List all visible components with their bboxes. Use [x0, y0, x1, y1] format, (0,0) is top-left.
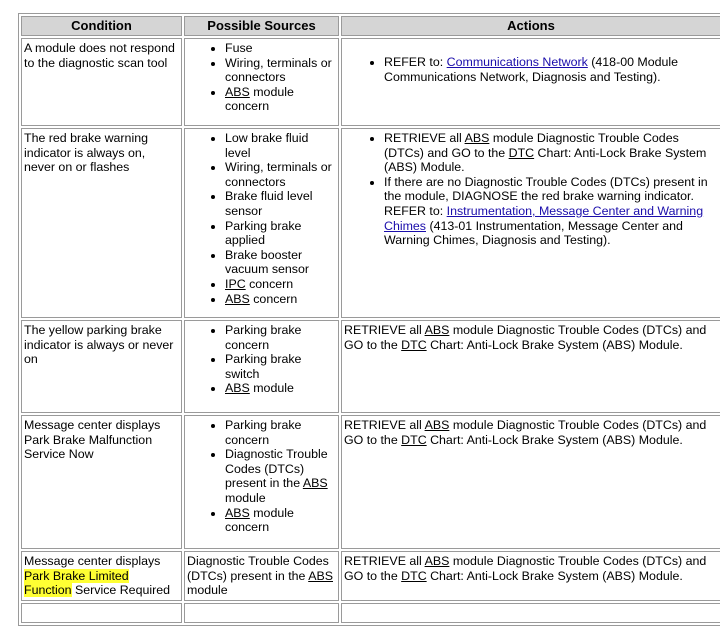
action-text: RETRIEVE all [344, 418, 425, 432]
sources-list [187, 418, 336, 535]
abbr-abs[interactable]: ABS [225, 291, 250, 306]
list-item [225, 292, 336, 307]
list-item-text: module concern [225, 84, 294, 114]
actions-cell [341, 551, 720, 601]
highlighted-text: P [24, 568, 33, 583]
table-row [21, 128, 720, 318]
action-text: module Diagnostic Trouble Codes (DTCs) and GO to the [344, 323, 707, 352]
list-item [225, 506, 336, 535]
list-item [384, 175, 718, 248]
abbr-abs[interactable]: ABS [225, 505, 250, 520]
blank-line [384, 41, 718, 55]
sources-cell [184, 415, 339, 549]
list-item: • Wiring, terminals or connectors [225, 160, 336, 189]
abbr-dtc[interactable]: DTC [508, 145, 535, 160]
action-text: RETRIEVE all [344, 323, 425, 337]
abbr-dtc[interactable]: DTC [401, 568, 427, 583]
abbr-abs[interactable]: ABS [302, 476, 328, 491]
sources-cell [184, 38, 339, 126]
abbr-dtc[interactable]: DTC [401, 432, 427, 447]
abbr-abs[interactable]: ABS [464, 131, 490, 145]
list-item: • Parking brake switch [225, 352, 336, 381]
abbr-dtc[interactable]: DTC [401, 337, 427, 352]
actions-list [344, 41, 718, 84]
abbr-abs[interactable]: ABS [424, 554, 450, 568]
list-item [225, 447, 336, 505]
sources-list [187, 323, 336, 396]
abbr-abs[interactable]: ABS [424, 323, 450, 337]
condition-text: Message center displays [24, 554, 161, 568]
abbr-abs[interactable]: ABS [308, 568, 333, 583]
header-possible-sources: Possible Sources [184, 16, 339, 36]
action-text: Chart: Anti-Lock Brake System (ABS) Module. [384, 145, 707, 175]
list-item: • Low brake fluid level [225, 131, 336, 160]
action-text: If there are no Diagnostic Trouble Codes (DTCs) present in the module, DIAGNOSE the red brake warning indicator. [384, 174, 708, 204]
actions-cell [341, 415, 720, 549]
sources-cell [184, 603, 339, 623]
list-item-text: Diagnostic Trouble Codes (DTCs) present in the [225, 447, 328, 491]
action-text: module Diagnostic Trouble Codes (DTCs) and GO to the [344, 554, 707, 583]
refer-label: REFER to: [384, 203, 447, 218]
actions-cell [341, 128, 720, 318]
condition-text: Service Required [71, 583, 171, 598]
list-item-text: concern [245, 276, 294, 291]
action-text: RETRIEVE all [344, 554, 425, 568]
abbr-abs[interactable]: ABS [424, 418, 450, 432]
link-instrumentation[interactable]: Instrumentation, Message Center and Warning Chimes [384, 203, 704, 233]
sources-list [187, 131, 336, 306]
action-text: Chart: Anti-Lock Brake System (ABS) Module. [426, 568, 683, 583]
table-row [21, 415, 720, 549]
condition-cell [21, 551, 182, 601]
table-row [21, 320, 720, 413]
abbr-ipc[interactable]: IPC [225, 276, 246, 291]
list-item [384, 41, 718, 84]
action-text: Chart: Anti-Lock Brake System (ABS) Module. [426, 432, 683, 447]
actions-cell [341, 603, 720, 623]
header-actions: Actions [341, 16, 720, 36]
action-text: module Diagnostic Trouble Codes (DTCs) and GO to the [384, 131, 679, 160]
actions-cell [341, 38, 720, 126]
list-item: • Parking brake concern [225, 323, 336, 352]
header-row [21, 16, 720, 36]
abbr-abs[interactable]: ABS [225, 381, 250, 396]
list-item [225, 277, 336, 292]
condition-cell: A module does not respond to the diagnostic scan tool [21, 38, 182, 126]
action-text: module Diagnostic Trouble Codes (DTCs) and GO to the [344, 418, 707, 447]
sources-list [187, 41, 336, 114]
condition-cell [21, 603, 182, 623]
actions-list [344, 131, 718, 248]
table-row [21, 603, 720, 623]
list-item-text: concern [249, 291, 298, 306]
condition-cell: The yellow parking brake indicator is always or never on [21, 320, 182, 413]
action-text: RETRIEVE all [384, 131, 465, 145]
condition-cell: The red brake warning indicator is always on, never on or flashes [21, 128, 182, 318]
highlighted-text: ark Brake Limited Function [24, 568, 129, 598]
refer-text: (413-01 Instrumentation, Message Center and Warning Chimes, Diagnosis and Testing). [384, 218, 683, 248]
table-row [21, 38, 720, 126]
diagnosis-table [18, 13, 720, 626]
abbr-abs[interactable]: ABS [225, 84, 250, 99]
list-item-text: module [249, 381, 294, 396]
sources-cell [184, 551, 339, 601]
sources-cell [184, 320, 339, 413]
refer-label: REFER to: [384, 55, 447, 69]
list-item: • Brake booster vacuum sensor [225, 248, 336, 277]
list-item: • Parking brake concern [225, 418, 336, 447]
link-communications-network[interactable]: Communications Network [446, 55, 588, 69]
list-item [225, 85, 336, 114]
list-item: • Parking brake applied [225, 219, 336, 248]
list-item-text: module concern [225, 505, 294, 535]
list-item [384, 131, 718, 175]
list-item: • Wiring, terminals or connectors [225, 56, 336, 85]
table-row [21, 551, 720, 601]
list-item-text: module [225, 490, 266, 505]
action-text: Chart: Anti-Lock Brake System (ABS) Module. [426, 337, 683, 352]
source-text: module [187, 583, 228, 598]
actions-cell [341, 320, 720, 413]
list-item: • Brake fluid level sensor [225, 189, 336, 218]
list-item [225, 381, 336, 396]
list-item: • Fuse [225, 41, 336, 56]
header-condition: Condition [21, 16, 182, 36]
source-text: Diagnostic Trouble Codes (DTCs) present in the [187, 554, 329, 583]
sources-cell [184, 128, 339, 318]
refer-text: (418-00 Module Communications Network, Diagnosis and Testing). [384, 55, 679, 84]
condition-cell: Message center displays Park Brake Malfunction Service Now [21, 415, 182, 549]
